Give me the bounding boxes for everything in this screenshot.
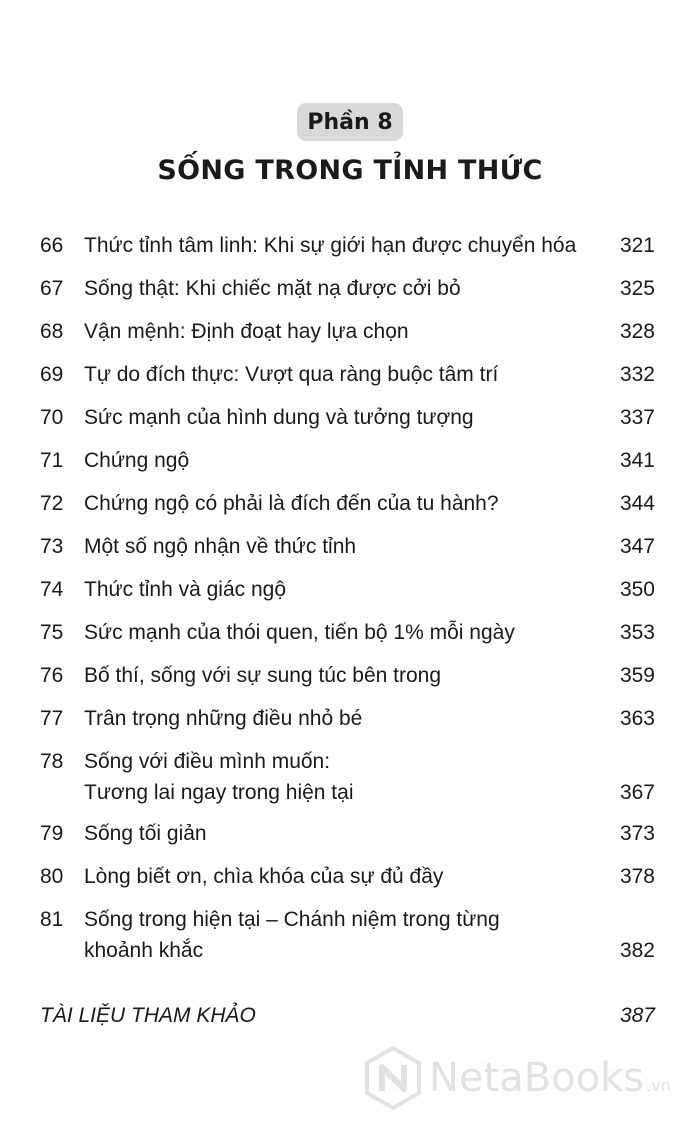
toc-entry-title: Trân trọng những điều nhỏ bé xyxy=(84,707,363,730)
toc-entry-number: 80 xyxy=(40,865,64,888)
toc-entry-number: 72 xyxy=(40,492,64,515)
toc-entry-number: 76 xyxy=(40,664,64,687)
toc-entry-page: 344 xyxy=(619,492,655,515)
toc-entry-number: 70 xyxy=(40,406,64,429)
toc-entry-page: 382 xyxy=(619,939,655,962)
toc-entry-page: 337 xyxy=(619,406,655,429)
toc-entry-title: Sức mạnh của hình dung và tưởng tượng xyxy=(84,406,474,429)
toc-entry-title: Thức tỉnh tâm linh: Khi sự giới hạn được chuyển hóa xyxy=(84,234,577,257)
toc-entry-page: 350 xyxy=(619,578,655,601)
toc-entry-title: Vận mệnh: Định đoạt hay lựa chọn xyxy=(84,320,409,343)
watermark xyxy=(363,1045,693,1111)
toc-entry-page: 332 xyxy=(619,363,655,386)
toc-entry-number: 69 xyxy=(40,363,64,386)
toc-entry-title: Chứng ngộ xyxy=(84,449,190,472)
toc-entry-number: 66 xyxy=(40,234,64,257)
toc-entry-title: Tự do đích thực: Vượt qua ràng buộc tâm trí xyxy=(84,363,499,386)
toc-entry-page: 373 xyxy=(619,822,655,845)
toc-entry-number: 78 xyxy=(40,750,64,773)
toc-entry-page: 347 xyxy=(619,535,655,558)
toc-entry-title: Lòng biết ơn, chìa khóa của sự đủ đầy xyxy=(84,865,444,888)
toc-entry-number: 68 xyxy=(40,320,64,343)
toc-entry-number: 75 xyxy=(40,621,64,644)
toc-entry-number: 77 xyxy=(40,707,64,730)
toc-entry-number: 73 xyxy=(40,535,64,558)
watermark-name: NetaBooks xyxy=(429,1055,645,1101)
toc-entry-page: 321 xyxy=(619,234,655,257)
toc-entry-number: 81 xyxy=(40,908,64,931)
toc-entry-page: 353 xyxy=(619,621,655,644)
toc-entry-title: Sống thật: Khi chiếc mặt nạ được cởi bỏ xyxy=(84,277,461,300)
watermark-suffix: .vn xyxy=(646,1075,671,1095)
toc-entry-number: 74 xyxy=(40,578,64,601)
toc-entry-title: Sức mạnh của thói quen, tiến bộ 1% mỗi ngày xyxy=(84,621,515,644)
toc-entry-number: 71 xyxy=(40,449,64,472)
netabooks-logo-icon xyxy=(363,1045,423,1111)
toc-entry-title: Sống tối giản xyxy=(84,822,207,845)
toc-entry-page: 341 xyxy=(619,449,655,472)
toc-entry-title: Tương lai ngay trong hiện tại xyxy=(84,781,354,804)
toc-entry-page: 367 xyxy=(619,781,655,804)
toc-entry-page: 325 xyxy=(619,277,655,300)
toc-entry-title: Chứng ngộ có phải là đích đến của tu hành? xyxy=(84,492,499,515)
toc-entry-page: 363 xyxy=(619,707,655,730)
toc-entry-number: 67 xyxy=(40,277,64,300)
toc-entry-title: khoảnh khắc xyxy=(84,939,204,962)
references-label: TÀI LIỆU THAM KHẢO xyxy=(40,1004,256,1027)
toc-entry-title: Bố thí, sống với sự sung túc bên trong xyxy=(84,664,442,687)
part-label: Phần 8 xyxy=(297,103,403,141)
toc-entry-title: Sống với điều mình muốn: xyxy=(84,750,331,773)
toc-entry-title: Sống trong hiện tại – Chánh niệm trong từng xyxy=(84,908,500,931)
toc-entry-title: Một số ngộ nhận về thức tỉnh xyxy=(84,535,357,558)
toc-entry-page: 378 xyxy=(619,865,655,888)
toc-entry-page: 359 xyxy=(619,664,655,687)
toc-entry-title: Thức tỉnh và giác ngộ xyxy=(84,578,287,601)
references-page: 387 xyxy=(619,1004,655,1027)
toc-entry-number: 79 xyxy=(40,822,64,845)
toc-entry-page: 328 xyxy=(619,320,655,343)
section-title: SỐNG TRONG TỈNH THỨC xyxy=(157,155,543,186)
